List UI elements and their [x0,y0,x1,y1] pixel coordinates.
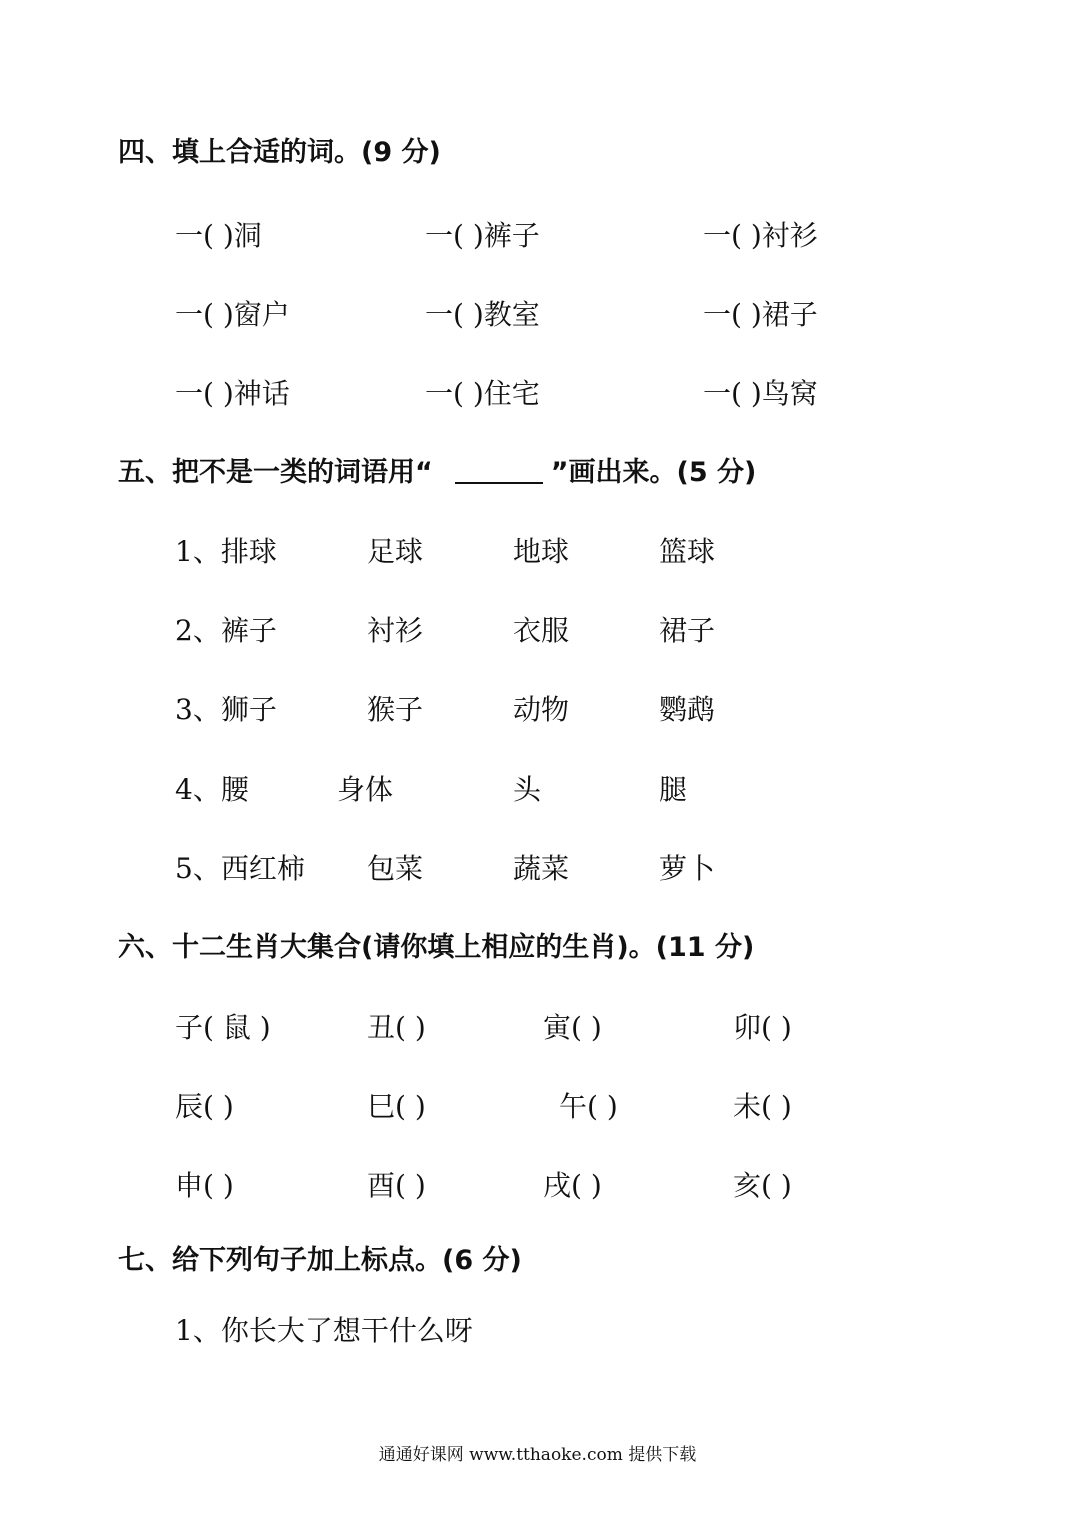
fill-blank-item[interactable]: 一( )窗户 [175,298,290,331]
word-item[interactable]: 动物 [513,693,570,726]
word-item[interactable]: 衣服 [513,614,570,647]
zodiac-item[interactable]: 亥( ) [733,1169,792,1202]
fill-blank-item[interactable]: 一( )裤子 [425,219,540,252]
word-item[interactable]: 衬衫 [367,614,424,647]
word-item[interactable]: 包菜 [367,852,424,885]
word-item[interactable]: 猴子 [367,693,424,726]
underline-sample [455,464,543,484]
zodiac-item[interactable]: 午( ) [559,1090,618,1123]
sentence-item[interactable]: 1、你长大了想干什么呀 [175,1314,473,1347]
fill-blank-item[interactable]: 一( )教室 [425,298,540,331]
word-item[interactable]: 足球 [367,535,424,568]
word-item[interactable]: 3、狮子 [175,693,277,726]
zodiac-item[interactable]: 寅( ) [543,1011,602,1044]
section-5-title-start: 五、把不是一类的词语用“ [118,457,433,488]
word-item[interactable]: 1、排球 [175,535,277,568]
fill-blank-item[interactable]: 一( )裙子 [703,298,818,331]
word-item[interactable]: 蔬菜 [513,852,570,885]
word-item[interactable]: 腿 [659,773,688,806]
word-item[interactable]: 身体 [337,773,394,806]
zodiac-item[interactable]: 丑( ) [367,1011,426,1044]
word-item[interactable]: 鹦鹉 [659,693,716,726]
fill-blank-item[interactable]: 一( )神话 [175,377,290,410]
section-5-title-end: ”画出来。(5 分) [550,457,757,488]
fill-blank-item[interactable]: 一( )鸟窝 [703,377,818,410]
zodiac-item[interactable]: 巳( ) [367,1090,426,1123]
zodiac-item[interactable]: 申( ) [175,1169,234,1202]
word-item[interactable]: 2、裤子 [175,614,277,647]
fill-blank-item[interactable]: 一( )洞 [175,219,262,252]
zodiac-item[interactable]: 戌( ) [543,1169,602,1202]
zodiac-item[interactable]: 卯( ) [733,1011,792,1044]
word-item[interactable]: 篮球 [659,535,716,568]
word-item[interactable]: 4、腰 [175,773,249,806]
zodiac-item[interactable]: 未( ) [733,1090,792,1123]
word-item[interactable]: 萝卜 [659,852,716,885]
zodiac-item[interactable]: 辰( ) [175,1090,234,1123]
page-footer: 通通好课网 www.tthaoke.com 提供下载 [378,1445,697,1465]
section-4-title: 四、填上合适的词。(9 分) [118,137,441,168]
fill-blank-item[interactable]: 一( )住宅 [425,377,540,410]
section-7-title: 七、给下列句子加上标点。(6 分) [118,1245,522,1276]
section-6-title: 六、十二生肖大集合(请你填上相应的生肖)。(11 分) [118,932,755,963]
word-item[interactable]: 地球 [513,535,570,568]
word-item[interactable]: 5、西红柿 [175,852,305,885]
word-item[interactable]: 头 [513,773,542,806]
section-5-title [118,453,756,493]
zodiac-item[interactable]: 子( 鼠 ) [175,1011,271,1044]
fill-blank-item[interactable]: 一( )衬衫 [703,219,818,252]
zodiac-item[interactable]: 酉( ) [367,1169,426,1202]
word-item[interactable]: 裙子 [659,614,716,647]
